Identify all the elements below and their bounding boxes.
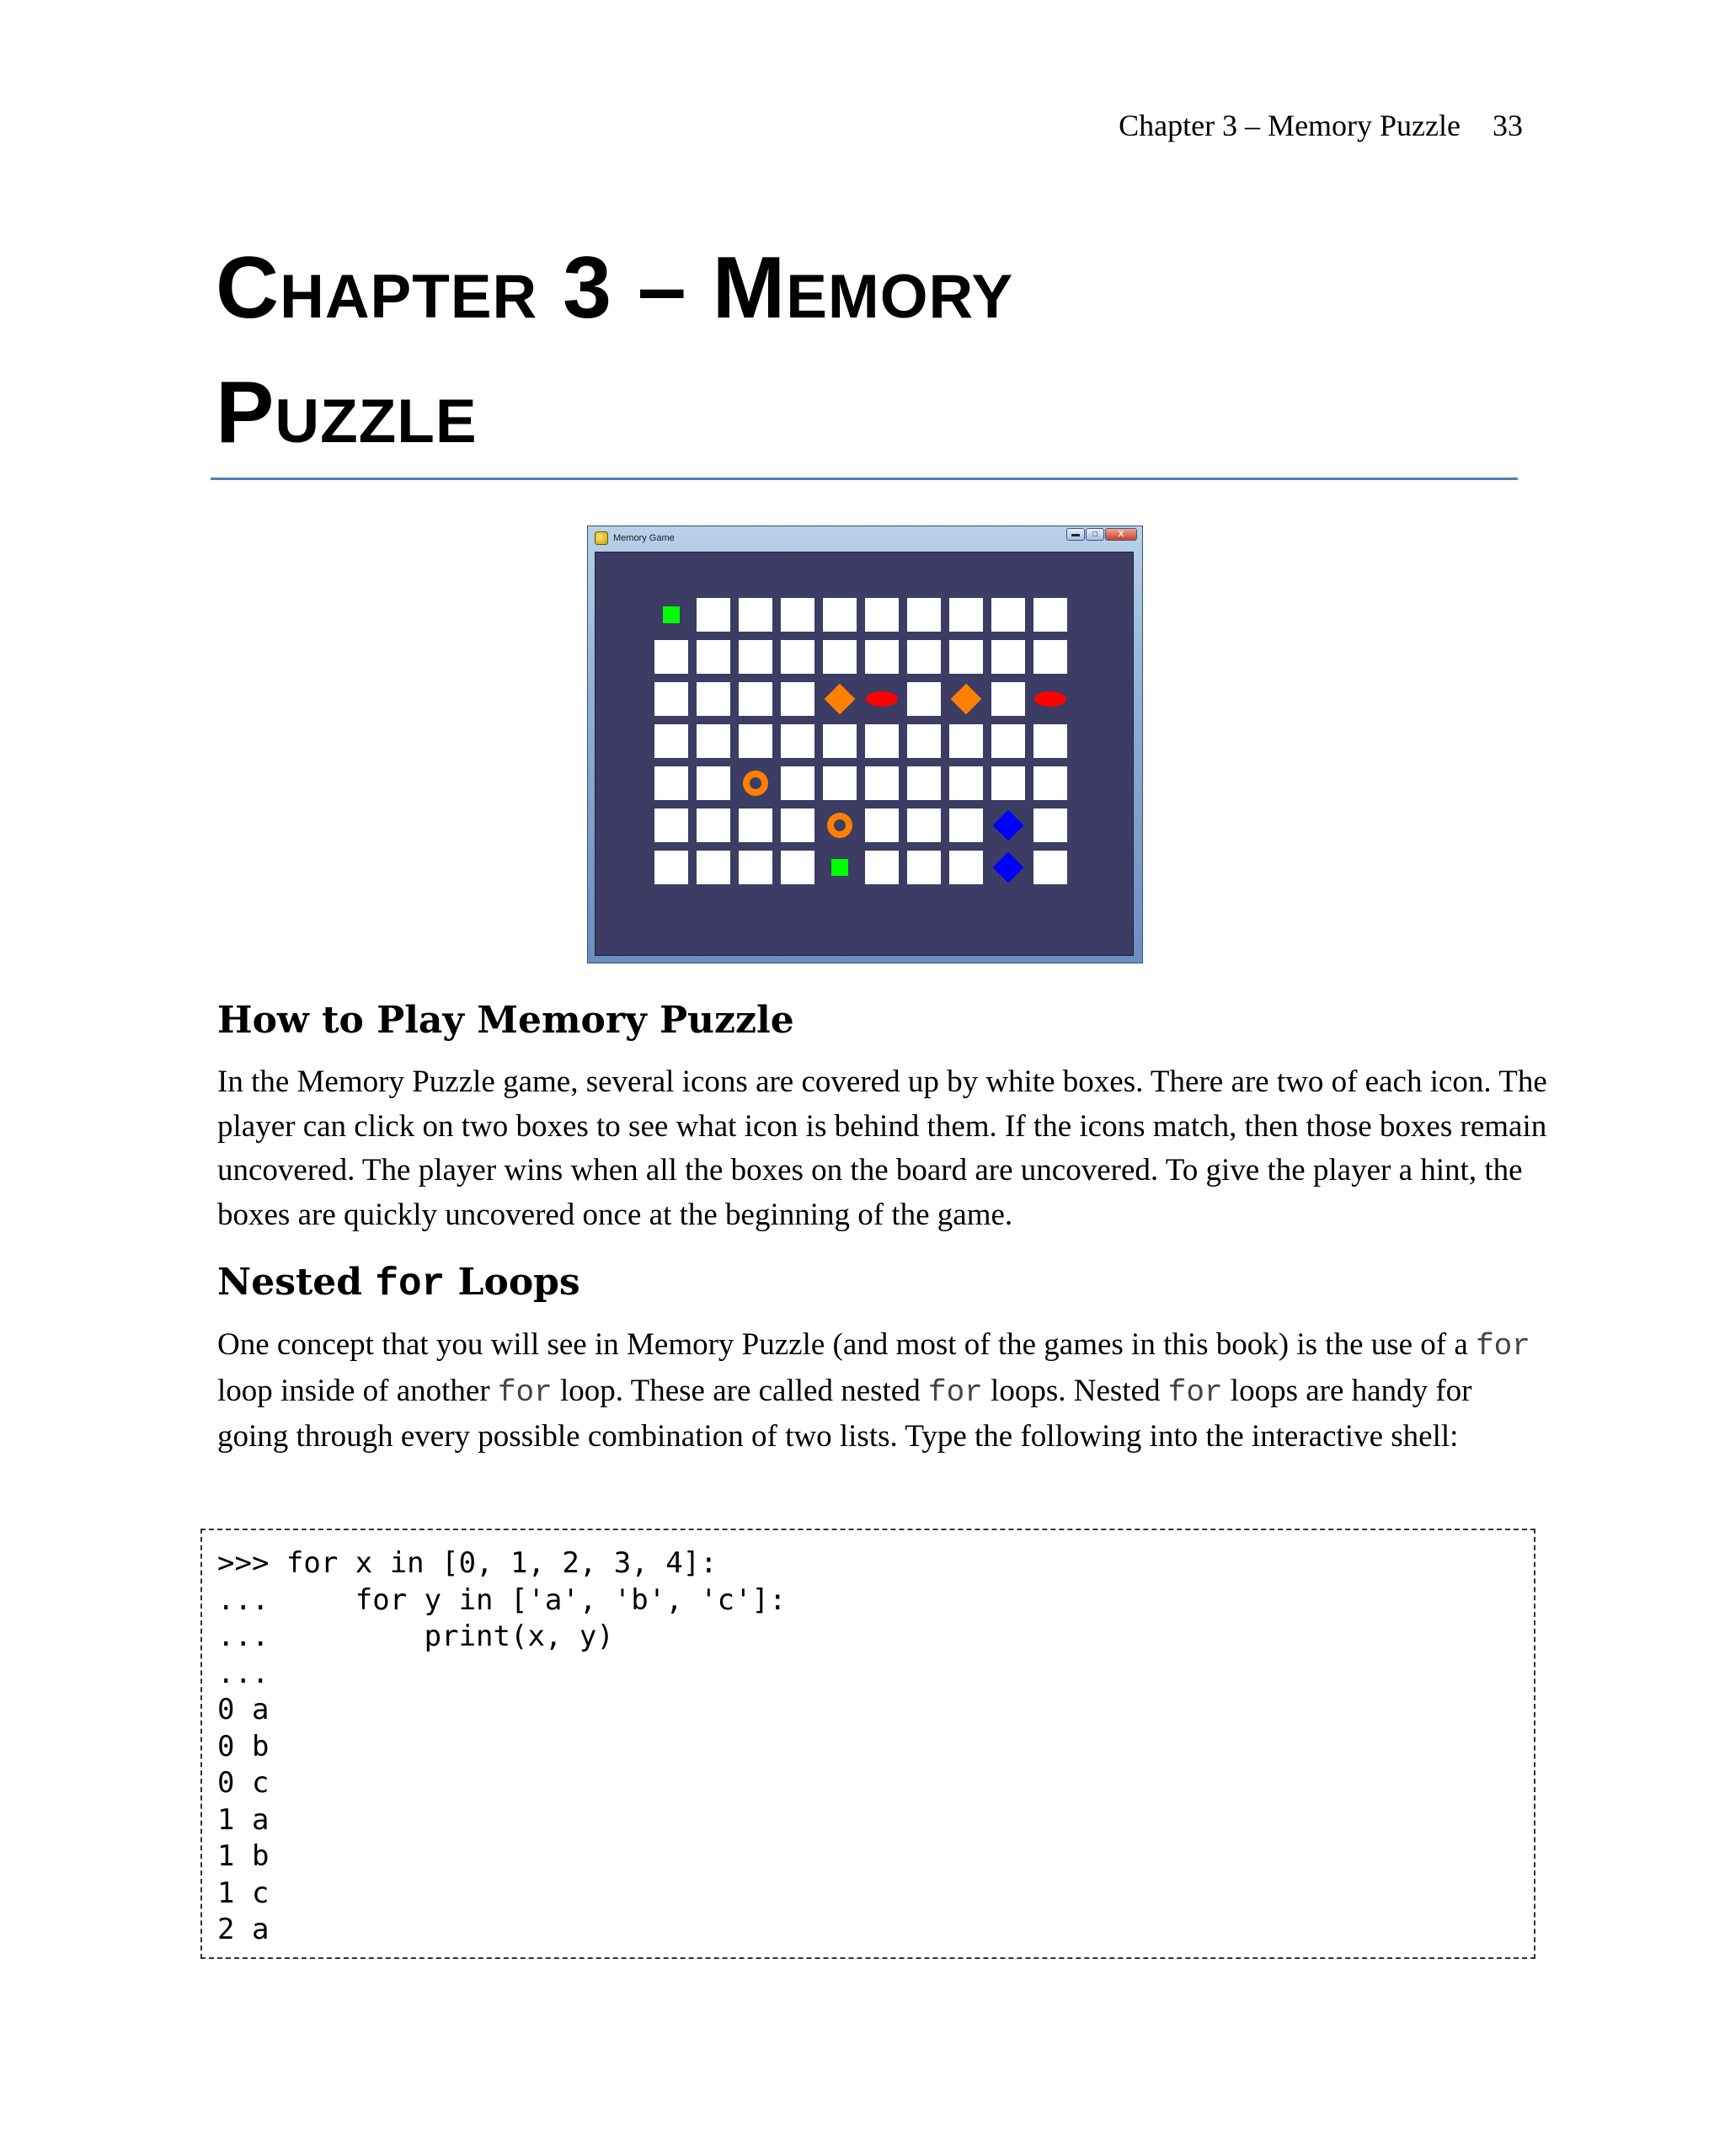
covered-box[interactable] <box>949 724 983 758</box>
covered-box[interactable] <box>697 766 730 800</box>
window-titlebar <box>588 526 1142 550</box>
code-line: ... for y in ['a', 'b', 'c']: <box>217 1582 787 1617</box>
revealed-box[interactable] <box>823 808 857 842</box>
running-title: Chapter 3 – Memory Puzzle <box>1119 109 1461 142</box>
para-text: loops are handy for going through every possible combination of two lists. Type the following into the interactive shell: <box>217 1373 1472 1454</box>
covered-box[interactable] <box>739 808 772 842</box>
square-icon <box>831 859 848 876</box>
close-button[interactable]: X <box>1105 528 1137 541</box>
covered-box[interactable] <box>781 682 814 716</box>
inline-code: for <box>497 1374 553 1410</box>
covered-box[interactable] <box>907 640 941 674</box>
covered-box[interactable] <box>781 851 814 884</box>
title-rule <box>211 478 1518 480</box>
maximize-button[interactable]: □ <box>1086 528 1104 541</box>
para-text: loops. Nested <box>982 1373 1168 1408</box>
heading-code: for <box>375 1262 446 1306</box>
inline-code: for <box>1167 1374 1223 1410</box>
covered-box[interactable] <box>1033 851 1067 884</box>
diamond-icon <box>993 810 1024 841</box>
code-line: 2 a <box>217 1913 270 1946</box>
covered-box[interactable] <box>991 640 1025 674</box>
chapter-title-line2: Puzzle <box>216 364 478 462</box>
heading-text-after: Loops <box>445 1261 580 1304</box>
covered-box[interactable] <box>949 808 983 842</box>
code-line: 0 b <box>217 1729 270 1764</box>
revealed-box[interactable] <box>654 598 688 632</box>
covered-box[interactable] <box>654 640 688 674</box>
game-window-screenshot <box>587 526 1143 963</box>
covered-box[interactable] <box>654 766 688 800</box>
para-text: loop inside of another <box>217 1373 498 1408</box>
covered-box[interactable] <box>739 724 772 758</box>
covered-box[interactable] <box>697 724 730 758</box>
code-line: >>> for x in [0, 1, 2, 3, 4]: <box>217 1546 718 1580</box>
section-heading-how-to-play: How to Play Memory Puzzle <box>217 999 794 1042</box>
covered-box[interactable] <box>781 640 814 674</box>
covered-box[interactable] <box>865 851 899 884</box>
covered-box[interactable] <box>823 724 857 758</box>
covered-box[interactable] <box>781 598 814 632</box>
covered-box[interactable] <box>907 851 941 884</box>
covered-box[interactable] <box>907 808 941 842</box>
oval-icon <box>1034 691 1066 707</box>
covered-box[interactable] <box>1033 808 1067 842</box>
covered-box[interactable] <box>823 766 857 800</box>
covered-box[interactable] <box>865 766 899 800</box>
covered-box[interactable] <box>697 640 730 674</box>
covered-box[interactable] <box>865 598 899 632</box>
code-line: 1 a <box>217 1802 270 1837</box>
game-board <box>595 552 1134 956</box>
covered-box[interactable] <box>949 851 983 884</box>
covered-box[interactable] <box>991 598 1025 632</box>
page-number: 33 <box>1493 109 1523 142</box>
donut-icon <box>743 771 768 796</box>
revealed-box[interactable] <box>991 808 1025 842</box>
square-icon <box>663 606 680 623</box>
covered-box[interactable] <box>907 766 941 800</box>
covered-box[interactable] <box>739 640 772 674</box>
covered-box[interactable] <box>1033 724 1067 758</box>
covered-box[interactable] <box>781 766 814 800</box>
covered-box[interactable] <box>654 808 688 842</box>
revealed-box[interactable] <box>823 851 857 884</box>
covered-box[interactable] <box>654 682 688 716</box>
covered-box[interactable] <box>781 724 814 758</box>
covered-box[interactable] <box>991 682 1025 716</box>
covered-box[interactable] <box>865 724 899 758</box>
covered-box[interactable] <box>823 640 857 674</box>
inline-code: for <box>1476 1329 1530 1364</box>
covered-box[interactable] <box>697 808 730 842</box>
revealed-box[interactable] <box>823 682 857 716</box>
nested-loops-paragraph <box>217 1323 1548 1460</box>
heading-text-before: Nested <box>217 1261 376 1304</box>
para-text: loop. These are called nested <box>552 1373 928 1408</box>
revealed-box[interactable] <box>1033 682 1067 716</box>
revealed-box[interactable] <box>865 682 899 716</box>
running-header <box>1119 108 1523 143</box>
covered-box[interactable] <box>991 766 1025 800</box>
covered-box[interactable] <box>697 851 730 884</box>
chapter-title-line1: Chapter 3 – Memory <box>216 239 1014 337</box>
code-line: ... print(x, y) <box>217 1620 614 1653</box>
covered-box[interactable] <box>865 640 899 674</box>
covered-box[interactable] <box>991 724 1025 758</box>
diamond-icon <box>993 852 1024 883</box>
covered-box[interactable] <box>654 851 688 884</box>
covered-box[interactable] <box>949 640 983 674</box>
covered-box[interactable] <box>739 682 772 716</box>
code-line: 0 c <box>217 1766 270 1800</box>
code-line: ... <box>217 1656 270 1690</box>
minimize-button[interactable]: ▬ <box>1066 528 1085 541</box>
covered-box[interactable] <box>1033 598 1067 632</box>
section-heading-nested-loops <box>217 1261 580 1306</box>
covered-box[interactable] <box>781 808 814 842</box>
chapter-title <box>216 226 1530 475</box>
covered-box[interactable] <box>1033 640 1067 674</box>
covered-box[interactable] <box>865 808 899 842</box>
how-to-play-paragraph: In the Memory Puzzle game, several icons are covered up by white boxes. There are two of each icon. The player can click on two boxes to see what icon is behind them. If the icons match, then those boxes remain uncovered. The player wins when all the boxes on the board are uncovered. To give the player a hint, the boxes are quickly uncovered once at the beginning of the game. <box>217 1065 1547 1232</box>
code-line: 1 c <box>217 1876 270 1910</box>
covered-box[interactable] <box>739 851 772 884</box>
covered-box[interactable] <box>1033 766 1067 800</box>
revealed-box[interactable] <box>949 682 983 716</box>
covered-box[interactable] <box>697 682 730 716</box>
revealed-box[interactable] <box>991 851 1025 884</box>
pygame-icon <box>595 531 608 545</box>
donut-icon <box>827 813 852 838</box>
covered-box[interactable] <box>907 682 941 716</box>
covered-box[interactable] <box>654 724 688 758</box>
covered-box[interactable] <box>823 598 857 632</box>
diamond-icon <box>951 684 982 715</box>
code-line: 1 b <box>217 1839 270 1873</box>
oval-icon <box>866 691 898 707</box>
covered-box[interactable] <box>697 598 730 632</box>
para-text: One concept that you will see in Memory Puzzle (and most of the games in this book) is the use of a <box>217 1327 1477 1362</box>
covered-box[interactable] <box>949 766 983 800</box>
code-line: 0 a <box>217 1693 270 1726</box>
window-controls <box>1066 528 1137 541</box>
inline-code: for <box>927 1374 983 1410</box>
revealed-box[interactable] <box>739 766 772 800</box>
covered-box[interactable] <box>907 598 941 632</box>
covered-box[interactable] <box>907 724 941 758</box>
window-title: Memory Game <box>613 533 675 543</box>
diamond-icon <box>825 684 856 715</box>
covered-box[interactable] <box>949 598 983 632</box>
covered-box[interactable] <box>739 598 772 632</box>
code-block <box>200 1529 1535 1959</box>
